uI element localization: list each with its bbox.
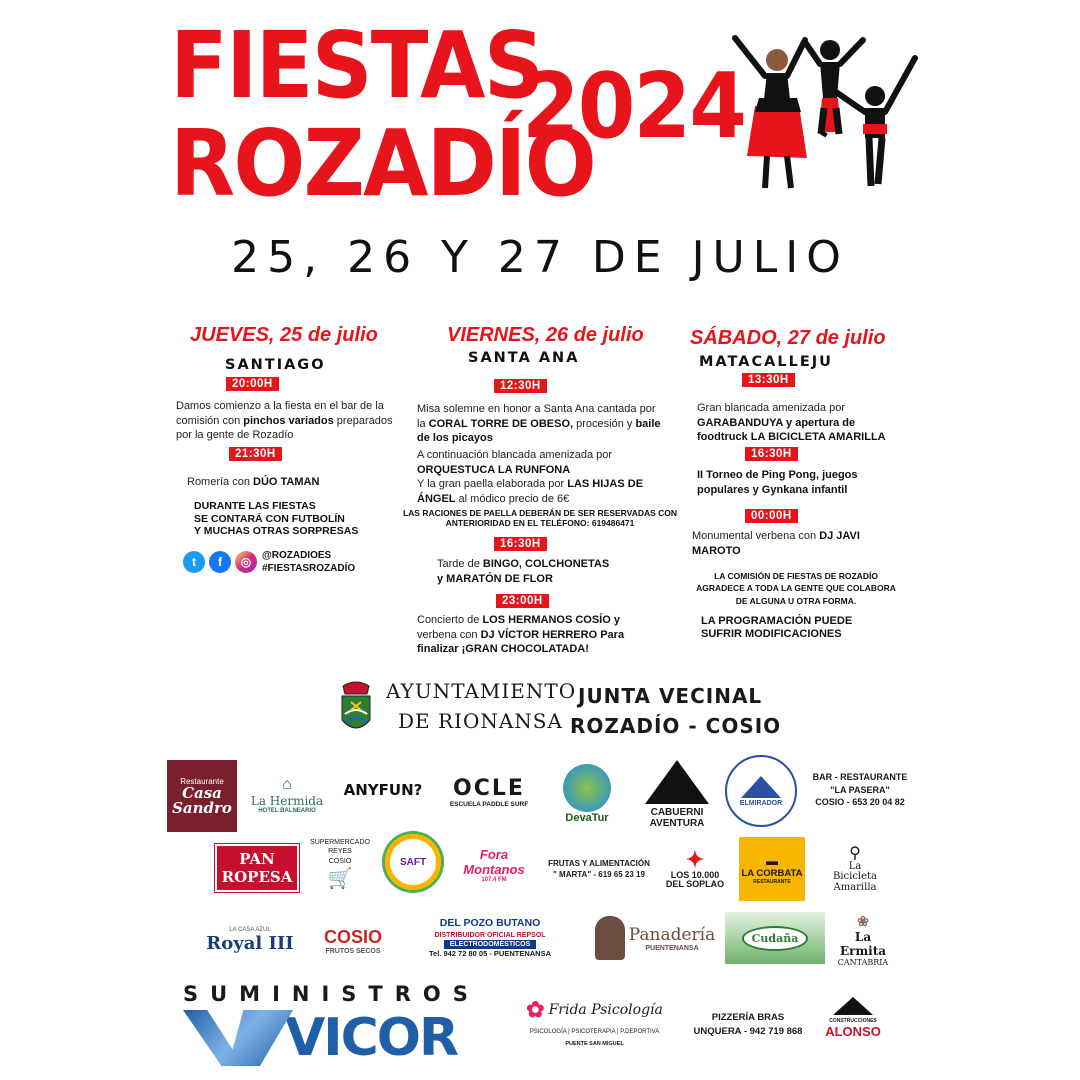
dancers-illustration (725, 28, 925, 198)
sponsor-ocle: OCLE ESCUELA PADDLE SURF (449, 776, 529, 808)
time-badge: 16:30H (494, 537, 547, 551)
sponsor-la-pasera: BAR - RESTAURANTE "LA PASERA" COSIO - 653 20 04 82 (812, 772, 908, 808)
flower-icon: ❀ (857, 913, 869, 930)
sponsor-casa-sandro: Restaurante Casa Sandro (167, 760, 237, 832)
title-line-1: FIESTAS (170, 12, 543, 119)
sponsor-cabuerni: CABUERNI AVENTURA (640, 755, 714, 833)
saint-friday: SANTA ANA (468, 350, 580, 366)
sponsor-la-hermida: ⌂ La Hermida HOTEL BALNEARIO (250, 776, 324, 814)
day-title-saturday: SÁBADO, 27 de julio (690, 327, 886, 349)
time-badge: 23:00H (496, 594, 549, 608)
bicycle-icon: ⚲ (849, 842, 861, 862)
event-text: II Torneo de Ping Pong, juegos populares y Gynkana infantil (697, 469, 858, 496)
event-text: Concierto de LOS HERMANOS COSÍO y verbena con DJ VÍCTOR HERRERO Para finalizar ¡GRAN CHOCOLATADA! (417, 614, 625, 656)
social-handle[interactable]: @ROZADIOES (262, 550, 332, 561)
sponsor-panaderia: Panadería PUENTENANSA (593, 910, 717, 966)
sponsor-pan-ropesa: PAN ROPESA (215, 844, 299, 892)
event-text: Damos comienzo a la fiesta en el bar de la comisión con pinchos variados preparados por la gente de Rozadío (176, 400, 393, 442)
title-line-2: ROZADÍO (170, 110, 595, 217)
time-badge: 12:30H (494, 379, 547, 393)
thanks-note: LA COMISIÓN DE FIESTAS DE ROZADÍO AGRADECE A TODA LA GENTE QUE COLABORA DE ALGUNA U OTRA FORMA. (696, 571, 896, 606)
sponsor-supermercado-reyes: SUPERMERCADO REYES COSIO 🛒 (310, 839, 370, 890)
sponsor-frutas-marta: FRUTAS Y ALIMENTACIÓN " MARTA" - 619 65 23 19 (548, 858, 650, 879)
event-text: Romería con DÚO TAMAN (187, 476, 320, 488)
day-title-friday: VIERNES, 26 de julio (447, 324, 644, 346)
sponsor-saft: SAFT (385, 834, 441, 890)
sponsor-el-mirador: ELMIRADOR (725, 755, 797, 827)
sponsor-los-10000: ✦ LOS 10.000 DEL SOPLAO (665, 847, 725, 889)
time-badge: 00:00H (745, 509, 798, 523)
tie-icon: ▬ (766, 853, 778, 868)
hotel-icon: ⌂ (282, 776, 292, 793)
sponsor-construcciones-alonso: CONSTRUCCIONES ALONSO (817, 980, 889, 1056)
festival-dates: 25, 26 Y 27 DE JULIO (231, 232, 849, 283)
paella-note: LAS RACIONES DE PAELLA DEBERÁN DE SER RESERVADAS CON ANTERIORIDAD EN EL TELÉFONO: 619486471 (402, 508, 678, 529)
saint-thursday: SANTIAGO (225, 357, 326, 373)
mountain-icon (645, 760, 709, 804)
house-icon (833, 997, 873, 1015)
title-year: 2024 (522, 54, 746, 159)
vicor-logo-icon (183, 1010, 293, 1066)
sponsor-cosio-frutos-secos: COSIO FRUTOS SECOS (323, 927, 382, 955)
saint-saturday: MATACALLEJU (699, 354, 833, 370)
sponsor-la-bicicleta-amarilla: ⚲ La Bicicleta Amarilla (832, 842, 878, 893)
junta-line-2: ROZADÍO - COSIO (570, 714, 782, 738)
flowers-icon: ✿ (526, 997, 545, 1022)
event-text: A continuación blancada amenizada por ORQUESTUCA LA RUNFONA Y la gran paella elaborada por LAS HIJAS DE ÁNGEL al módico precio de 6€ (417, 449, 644, 505)
social-hashtag[interactable]: #FIESTASROZADÍO (262, 563, 356, 574)
sponsor-la-ermita: ❀ La Ermita CANTABRIA (837, 913, 889, 967)
disclaimer-note: LA PROGRAMACIÓN PUEDE SUFRIR MODIFICACIONES (701, 615, 853, 641)
event-text: Misa solemne en honor a Santa Ana cantada por la CORAL TORRE DE OBESO, procesión y baile de los picayos (417, 403, 661, 445)
sponsor-royal-iii: LA CASA AZUL Royal III (206, 926, 294, 954)
baker-icon (595, 916, 625, 960)
ayuntamiento-line-2: DE RIONANSA (398, 709, 563, 733)
time-badge: 20:00H (226, 377, 279, 391)
sponsor-del-pozo-butano: DEL POZO BUTANO DISTRIBUIDOR OFICIAL REPSOL ELECTRODOMÉSTICOS Tel. 942 72 80 05 - PUENTENANSA (429, 917, 551, 959)
instagram-icon[interactable]: ◎ (235, 551, 257, 573)
junta-line-1: JUNTA VECINAL (578, 684, 763, 708)
sponsor-anyfun: ANYFUN? (343, 781, 423, 799)
mountain-icon (741, 776, 781, 798)
event-text: Monumental verbena con DJ JAVI MAROTO (692, 530, 860, 557)
note-thursday: DURANTE LAS FIESTAS SE CONTARÁ CON FUTBOLÍN Y MUCHAS OTRAS SORPRESAS (194, 500, 359, 538)
cart-icon: 🛒 (327, 867, 353, 890)
sponsor-radio: Fora Montanos 107.4 FM (463, 847, 525, 883)
figure-icon: ✦ (685, 847, 705, 872)
day-title-thursday: JUEVES, 25 de julio (190, 324, 378, 346)
facebook-icon[interactable]: f (209, 551, 231, 573)
sponsor-devatur: DevaTur (557, 758, 617, 830)
twitter-icon[interactable]: t (183, 551, 205, 573)
globe-icon (563, 764, 611, 812)
event-text: Gran blancada amenizada por GARABANDUYA y apertura de foodtruck LA BICICLETA AMARILLA (697, 402, 886, 444)
time-badge: 21:30H (229, 447, 282, 461)
sponsor-frida-psicologia: ✿ Frida Psicología PSICOLOGÍA | PSICOTERAPIA | P.DEPORTIVA PUENTE SAN MIGUEL (526, 997, 663, 1047)
time-badge: 13:30H (742, 373, 795, 387)
sponsor-suministros-vicor: SUMINISTROS VICOR (183, 982, 480, 1068)
ayuntamiento-line-1: AYUNTAMIENTO (386, 679, 577, 703)
time-badge: 16:30H (745, 447, 798, 461)
sponsor-cudana: Cudaña (725, 912, 825, 964)
event-text: Tarde de BINGO, COLCHONETAS y MARATÓN DE FLOR (437, 558, 610, 585)
sponsor-pizzeria-bras: PIZZERÍA BRAS UNQUERA - 942 719 868 (693, 1012, 803, 1037)
sponsor-la-corbata: ▬ LA CORBATA RESTAURANTE (739, 837, 805, 901)
rionansa-coat-of-arms (337, 680, 375, 740)
